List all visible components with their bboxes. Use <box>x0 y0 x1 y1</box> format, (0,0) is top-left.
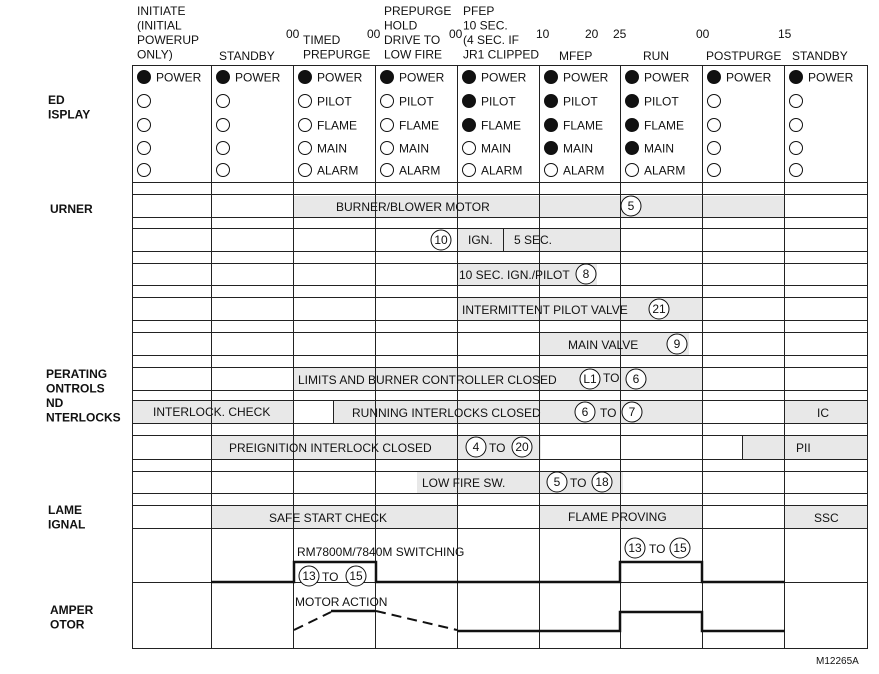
time-mark: 10 <box>536 27 550 41</box>
led-label: FLAME <box>481 118 522 133</box>
text-line: ED <box>48 93 65 107</box>
led-label: FLAME <box>399 118 440 133</box>
main-valve-label: MAIN VALVE <box>568 338 639 352</box>
to-word: TO <box>603 371 620 385</box>
led-indicator <box>463 71 476 84</box>
phase-header-run <box>643 49 669 63</box>
led-indicator <box>299 119 312 132</box>
led-indicator <box>545 164 558 177</box>
led-label: ALARM <box>399 163 441 178</box>
text-line: HOLD <box>384 18 418 33</box>
led-indicator <box>217 142 230 155</box>
text-line: PERATING <box>46 367 108 381</box>
led-label: PILOT <box>563 94 598 109</box>
led-indicator <box>381 142 394 155</box>
ign-pilot-label: 10 SEC. IGN./PILOT <box>459 268 570 282</box>
time-mark: 00 <box>449 27 463 41</box>
phase-header-initiate <box>137 4 199 62</box>
led-label: PILOT <box>481 94 516 109</box>
terminal-number: 10 <box>434 233 448 247</box>
pii-label: PII <box>796 441 811 455</box>
time-mark: 00 <box>367 27 381 41</box>
text-line: INITIATE <box>137 4 186 18</box>
led-label: POWER <box>808 70 854 85</box>
led-label: MAIN <box>563 141 593 156</box>
led-label: POWER <box>156 70 202 85</box>
led-label: PILOT <box>644 94 679 109</box>
led-label: FLAME <box>644 118 685 133</box>
side-label-flame-signal <box>48 503 85 532</box>
text-line: 10 SEC. <box>463 18 508 33</box>
phase-header-standby-end <box>792 49 848 63</box>
led-indicator <box>463 142 476 155</box>
led-indicator <box>790 119 803 132</box>
terminal-number: 13 <box>302 569 316 583</box>
led-indicator <box>545 71 558 84</box>
led-indicator <box>138 164 151 177</box>
led-label: MAIN <box>399 141 429 156</box>
led-indicator <box>790 142 803 155</box>
time-mark: 20 <box>585 27 599 41</box>
led-indicator <box>708 142 721 155</box>
low-fire-label: LOW FIRE SW. <box>422 476 506 490</box>
text-line: IGNAL <box>48 517 86 532</box>
led-indicator <box>626 164 639 177</box>
led-indicator <box>463 119 476 132</box>
text-line: TIMED <box>303 33 341 47</box>
phase-header-pfep <box>463 4 539 62</box>
text-line: POWERUP <box>137 33 200 47</box>
text-line: ONTROLS <box>46 381 105 396</box>
to-word: TO <box>649 542 666 556</box>
intermittent-pilot-label: INTERMITTENT PILOT VALVE <box>462 303 628 317</box>
led-indicator <box>381 71 394 84</box>
safe-start-label: SAFE START CHECK <box>269 511 388 525</box>
terminal-number: 5 <box>553 475 561 489</box>
terminal-number: 18 <box>595 475 609 489</box>
led-indicator <box>626 71 639 84</box>
side-label-operating-controls <box>46 367 121 425</box>
led-indicator <box>381 119 394 132</box>
text-line: ND <box>46 396 64 410</box>
led-label: ALARM <box>644 163 686 178</box>
led-indicator <box>138 95 151 108</box>
led-indicator <box>138 142 151 155</box>
led-indicator <box>463 95 476 108</box>
led-indicator <box>217 71 230 84</box>
text-line: PREPURGE <box>303 47 371 62</box>
led-label: FLAME <box>317 118 358 133</box>
led-indicator <box>708 119 721 132</box>
time-mark: 15 <box>778 27 792 41</box>
text-line: ONLY) <box>137 47 173 62</box>
ic-label: IC <box>817 406 829 420</box>
led-label: PILOT <box>399 94 434 109</box>
terminal-number: L1 <box>583 372 597 386</box>
led-indicator <box>626 95 639 108</box>
text-line: ISPLAY <box>48 107 91 122</box>
led-indicator <box>138 71 151 84</box>
time-mark: 25 <box>613 27 627 41</box>
led-indicator <box>708 95 721 108</box>
text-line: (4 SEC. IF <box>463 33 520 47</box>
led-label: MAIN <box>481 141 511 156</box>
phase-header-standby <box>219 49 275 63</box>
text-line: PFEP <box>463 4 495 18</box>
led-indicator <box>138 119 151 132</box>
terminal-number: 6 <box>581 405 589 419</box>
text-line: LOW FIRE <box>384 47 443 62</box>
led-indicator <box>545 119 558 132</box>
led-label: MAIN <box>317 141 347 156</box>
phase-header-timed-prepurge <box>303 33 370 62</box>
terminal-number: 7 <box>628 405 636 419</box>
led-indicator <box>790 95 803 108</box>
led-indicator <box>299 95 312 108</box>
side-label-damper-motor <box>50 603 94 632</box>
led-indicator <box>463 164 476 177</box>
terminal-number: 13 <box>628 541 642 555</box>
terminal-number: 4 <box>472 440 480 454</box>
led-label: POWER <box>235 70 281 85</box>
led-indicator <box>299 142 312 155</box>
text-line: MFEP <box>559 49 593 63</box>
led-indicator <box>545 142 558 155</box>
led-label: PILOT <box>317 94 352 109</box>
led-indicator <box>381 164 394 177</box>
text-line: STANDBY <box>792 49 848 63</box>
led-indicator <box>545 95 558 108</box>
terminal-number: 8 <box>582 267 590 281</box>
led-label: ALARM <box>317 163 359 178</box>
side-labels <box>46 93 121 632</box>
text-line: LAME <box>48 503 82 517</box>
text-line: JR1 CLIPPED <box>463 47 540 62</box>
preignition-label: PREIGNITION INTERLOCK CLOSED <box>229 441 432 455</box>
switching-waveform <box>211 538 785 586</box>
time-mark: 00 <box>696 27 710 41</box>
led-indicator <box>381 95 394 108</box>
text-line: RUN <box>643 49 669 63</box>
led-label: MAIN <box>644 141 674 156</box>
to-word: TO <box>600 406 617 420</box>
side-label-led-display <box>48 93 90 122</box>
terminal-number: 20 <box>515 440 529 454</box>
led-label: POWER <box>644 70 690 85</box>
led-label: ALARM <box>563 163 605 178</box>
text-line: STANDBY <box>219 49 275 63</box>
time-mark: 00 <box>286 27 300 41</box>
led-indicator <box>708 164 721 177</box>
text-line: PREPURGE <box>384 4 452 18</box>
terminal-number: 6 <box>632 372 640 386</box>
ignition-label: IGN. <box>468 233 493 247</box>
led-label: POWER <box>563 70 609 85</box>
led-indicator <box>626 119 639 132</box>
switching-label: RM7800M/7840M SWITCHING <box>297 545 465 559</box>
led-indicator <box>217 95 230 108</box>
phase-header-mfep <box>559 49 592 63</box>
phase-header-postpurge <box>706 49 781 63</box>
text-line: NTERLOCKS <box>46 410 121 425</box>
terminal-number: 15 <box>349 569 363 583</box>
text-line: POSTPURGE <box>706 49 782 63</box>
terminal-number: 21 <box>652 302 666 316</box>
led-indicator <box>299 164 312 177</box>
led-indicator <box>626 142 639 155</box>
led-indicator <box>299 71 312 84</box>
led-display-grid <box>138 71 854 178</box>
phase-header-prepurge-hold <box>384 4 451 62</box>
led-indicator <box>217 164 230 177</box>
motor-action-label: MOTOR ACTION <box>295 595 388 609</box>
led-label: POWER <box>726 70 772 85</box>
terminal-number: 9 <box>673 337 681 351</box>
led-indicator <box>790 71 803 84</box>
to-word: TO <box>489 441 506 455</box>
terminal-number: 5 <box>627 199 635 213</box>
phase-headers <box>137 4 848 63</box>
figure-id: M12265A <box>816 656 859 667</box>
led-indicator <box>790 164 803 177</box>
ssc-label: SSC <box>814 511 839 525</box>
text-line: (INITIAL <box>137 18 182 33</box>
led-label: ALARM <box>481 163 523 178</box>
terminal-number: 15 <box>673 541 687 555</box>
to-word: TO <box>322 570 339 584</box>
led-label: POWER <box>399 70 445 85</box>
interlock-check-label: INTERLOCK. CHECK <box>153 405 271 419</box>
side-label-burner <box>50 202 93 216</box>
limits-label: LIMITS AND BURNER CONTROLLER CLOSED <box>298 373 557 387</box>
text-line: URNER <box>50 202 93 216</box>
running-interlocks-label: RUNNING INTERLOCKS CLOSED <box>352 406 541 420</box>
led-label: POWER <box>481 70 527 85</box>
led-indicator <box>217 119 230 132</box>
flame-proving-label: FLAME PROVING <box>568 510 667 524</box>
time-marks <box>286 27 792 41</box>
ignition-duration: 5 SEC. <box>514 233 553 247</box>
to-word: TO <box>570 476 587 490</box>
text-line: OTOR <box>50 617 85 632</box>
led-label: FLAME <box>563 118 604 133</box>
led-indicator <box>708 71 721 84</box>
led-label: POWER <box>317 70 363 85</box>
text-line: AMPER <box>50 603 94 617</box>
text-line: DRIVE TO <box>384 33 441 47</box>
burner-motor-label: BURNER/BLOWER MOTOR <box>336 200 490 214</box>
